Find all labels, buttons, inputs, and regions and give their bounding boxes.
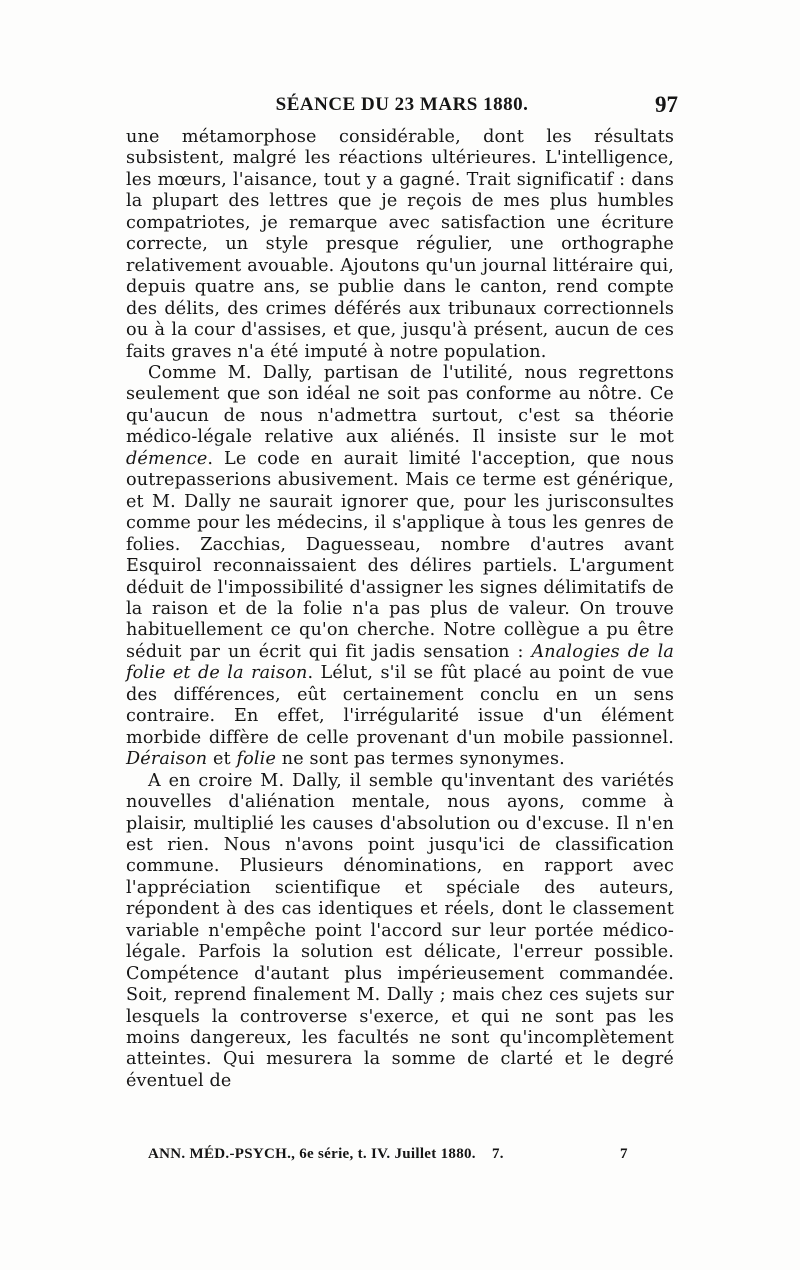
paragraph [126,127,674,363]
text-run: Comme M. Dally, partisan de l'utilité, nous regrettons seulement que son idéal ne soit pas conforme au nôtre. Ce qu'aucun de nous n'admettra surtout, c'est sa théorie médico-légale relative aux aliénés. Il insiste sur le mot [126,362,674,448]
paragraph [126,771,674,1093]
italic-run: Analogies de la folie et de la raison [126,641,674,684]
page-footer [148,1146,678,1163]
italic-run: démence [126,448,208,469]
text-run: et [207,749,237,770]
italic-run: folie [236,749,277,770]
body-text [126,127,674,1092]
paragraph [126,363,674,771]
text-run: . Le code en aurait limité l'acception, que nous outrepasserions abusivement. Mais ce terme est générique, et M. Dally ne saurait ignorer que, pour les jurisconsultes comme pour les médecins, il s'applique à tous les genres de folies. Zacchias, Daguesseau, nombre d'autres avant Esquirol reconnaissaient des délires partiels. L'argument déduit de l'impossibilité d'assigner les signes délimitatifs de la raison et de la folie n'a pas plus de valeur. On trouve habituellement ce qu'on cherche. Notre collègue a pu être séduit par un écrit qui fit jadis sensation : [126,448,674,662]
text-run: une métamorphose considérable, dont les résultats subsistent, malgré les réactions ultérieures. L'intelligence, les mœurs, l'aisance, tout y a gagné. Trait significatif : dans la plupart des lettres que je reçois de mes plus humbles compatriotes, je remarque avec satisfaction une écriture correcte, un style presque régulier, une orthographe relativement avouable. Ajoutons qu'un journal littéraire qui, depuis quatre ans, se publie dans le canton, rend compte des délits, des crimes déférés aux tribunaux correctionnels ou à la cour d'assises, et que, jusqu'à présent, aucun de ces faits graves n'a été imputé à notre population. [126,127,674,362]
page-header [126,94,678,122]
text-run: . Lélut, s'il se fût placé au point de vue des différences, eût certainement conclu en un sens contraire. En effet, l'irrégularité issue d'un élément morbide diffère de celle provenant d'un mobile passionnel. [126,663,674,748]
running-head: SÉANCE DU 23 MARS 1880. [275,94,529,115]
text-run: A en croire M. Dally, il semble qu'inventant des variétés nouvelles d'aliénation mentale, nous ayons, comme à plaisir, multiplié les causes d'absolution ou d'excuse. Il n'en est rien. Nous n'avons point jusqu'ici de classification commune. Plusieurs dénominations, en rapport avec l'appréciation scientifique et spéciale des auteurs, répondent à des cas identiques et réels, dont le classement variable n'empêche point l'accord sur leur portée médico-légale. Parfois la solution est délicate, l'erreur possible. Compétence d'autant plus impérieusement commandée. Soit, reprend finalement M. Dally ; mais chez ces sujets sur lesquels la controverse s'exerce, et qui ne sont pas les moins dangereux, les facultés ne sont qu'incomplètement atteintes. Qui mesurera la somme de clarté et le degré éventuel de [126,770,674,1091]
page-number: 97 [655,92,678,117]
text-run: ne sont pas termes synonymes. [276,749,565,770]
gathering-mark: 7 [620,1146,628,1162]
journal-citation: ANN. MÉD.-PSYCH., 6e série, t. IV. Juillet 1880. [148,1146,476,1162]
signature-mark: 7. [492,1146,504,1162]
italic-run: Déraison [126,749,208,770]
